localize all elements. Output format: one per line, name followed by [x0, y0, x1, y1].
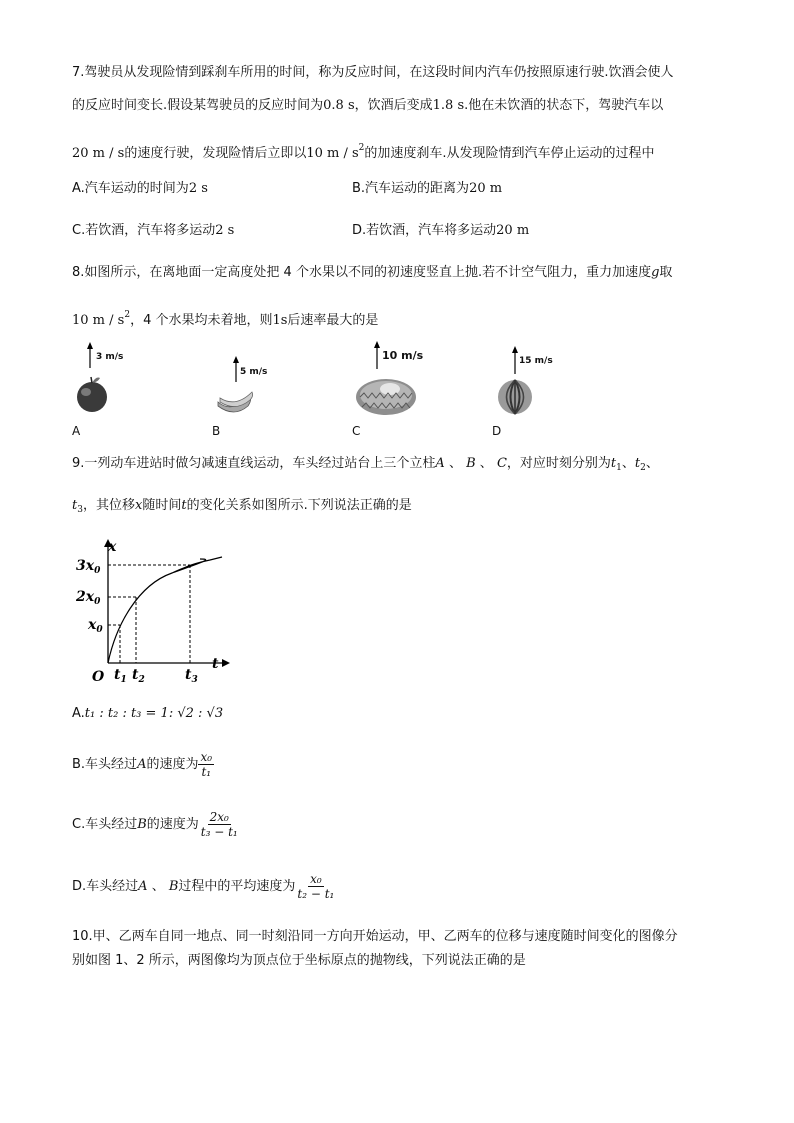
q7-line2: 的反应时间变长.假设某驾驶员的反应时间为0.8 s，饮酒后变成1.8 s.他在未饮酒的状态下，驾驶汽车以 — [72, 98, 664, 113]
apple-speed-label: 3 m/s — [96, 352, 124, 362]
q7-line1: 7.驾驶员从发现险情到踩刹车所用的时间，称为反应时间，在这段时间内汽车仍按照原速行驶.饮酒会使人 — [72, 65, 674, 80]
q9-option-d-fraction: $\frac{\text{x₀}}{\text{t₂ − t₁}}$ — [297, 872, 335, 901]
q9-option-d: D.车头经过A 、 B过程中的平均速度为 $\frac{\text{x₀}}{\text{t₂ − t₁}}$ — [72, 872, 335, 901]
tick-3x0: $3x_0$ — [76, 558, 101, 576]
q9-option-b: B.车头经过A的速度为 $\frac{\text{x₀}}{\text{t₁}}$ — [72, 750, 213, 779]
q10-line2: 别如图 1、2 所示，两图像均为顶点位于坐标原点的抛物线，下列说法正确的是 — [72, 953, 526, 968]
q7-option-d: D.若饮酒，汽车将多运动20 m — [352, 223, 530, 238]
q8-line2: 10 m / $s^2$，4 个水果均未着地，则1s后速率最大的是 — [72, 310, 379, 328]
banana-icon — [218, 392, 253, 412]
xt-curve — [108, 557, 222, 663]
fruit-label-a: A — [72, 424, 81, 438]
watermelon-icon — [498, 380, 532, 414]
q10-line1: 10.甲、乙两车自同一地点、同一时刻沿同一方向开始运动，甲、乙两车的位移与速度随时间变化的图像分 — [72, 929, 678, 944]
watermelon-speed-label: 15 m/s — [519, 356, 553, 366]
durian-speed-label: 10 m/s — [382, 349, 424, 362]
q7-option-a: A.汽车运动的时间为2 s — [72, 181, 208, 196]
banana-figure — [212, 352, 272, 418]
t-axis-arrow — [222, 659, 230, 667]
tick-t2: $t_2$ — [132, 667, 145, 685]
q7-line3: 20 m / s的速度行驶，发现险情后立即以10 m / $s^2$的加速度刹车.从发现险情到汽车停止运动的过程中 — [72, 143, 655, 161]
durian-icon — [356, 379, 416, 415]
fruit-label-c: C — [352, 424, 361, 438]
tick-t1: $t_1$ — [114, 667, 127, 685]
q7-option-c: C.若饮酒，汽车将多运动2 s — [72, 223, 235, 238]
apple-icon — [77, 377, 107, 412]
q9-option-b-fraction: $\frac{\text{x₀}}{\text{t₁}}$ — [200, 750, 213, 779]
xt-graph — [72, 535, 232, 685]
origin-label: O — [92, 669, 105, 685]
banana-speed-label: 5 m/s — [240, 367, 268, 377]
q9-line1: 9.一列动车进站时做匀减速直线运动，车头经过站台上三个立柱A 、 B 、 C，对应时刻分别为$t_1$、$t_2$、 — [72, 456, 659, 473]
watermelon-figure — [492, 342, 552, 418]
tick-t3: $t_3$ — [185, 667, 198, 685]
q9-option-a: A.t₁ : t₂ : t₃ = 1: √2 : √3 — [72, 706, 224, 721]
fruit-label-b: B — [212, 424, 221, 438]
q8-line1: 8.如图所示，在离地面一定高度处把 4 个水果以不同的初速度竖直上抛.若不计空气阻力，重力加速度g取 — [72, 265, 673, 280]
q9-option-c-fraction: $\frac{\text{2x₀}}{\text{t₃ − t₁}}$ — [200, 810, 238, 839]
guide-lines — [108, 565, 190, 663]
x-axis-label: x — [108, 539, 117, 555]
q9-option-c: C.车头经过B的速度为 $\frac{\text{2x₀}}{\text{t₃ − t₁}}$ — [72, 810, 238, 839]
tick-x0: $x_0$ — [88, 617, 103, 635]
fruit-label-d: D — [492, 424, 502, 438]
q9-line2: $t_3$，其位移x随时间t的变化关系如图所示.下列说法正确的是 — [72, 498, 412, 515]
tick-2x0: $2x_0$ — [76, 589, 101, 607]
q7-option-b: B.汽车运动的距离为20 m — [352, 181, 503, 196]
t-axis-label: t — [212, 656, 219, 672]
